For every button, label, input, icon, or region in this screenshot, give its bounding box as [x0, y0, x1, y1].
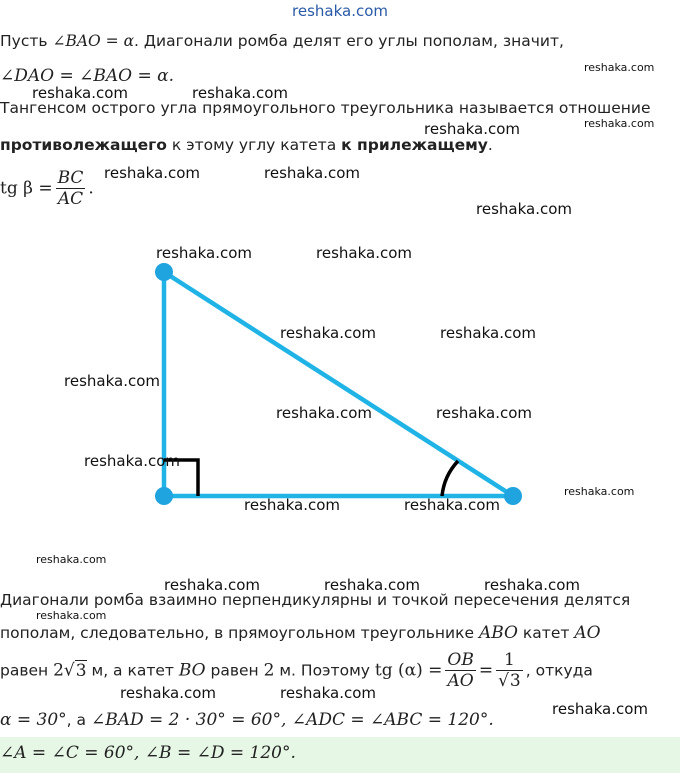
text: пополам, следовательно, в прямоугольном треугольнике	[0, 624, 479, 642]
math: ∠BAD = 2 · 30° = 60°, ∠ADC = ∠ABC = 120°.	[90, 710, 494, 730]
watermark: reshaka.com	[280, 324, 376, 342]
math: BO	[178, 660, 206, 681]
solution-line-4: Диагонали ромба взаимно перпендикулярны и точкой пересечения делятся	[0, 591, 631, 609]
math-equation-dao: ∠DAO = ∠BAO = α.	[0, 66, 175, 86]
text: Пусть	[0, 32, 53, 50]
watermark: reshaka.com	[120, 684, 216, 702]
watermark: reshaka.com	[424, 120, 520, 138]
text: , откуда	[525, 661, 593, 680]
watermark: reshaka.com	[156, 244, 252, 262]
radicand: 3	[509, 671, 521, 691]
vertex-point	[155, 263, 173, 281]
watermark: reshaka.com	[324, 576, 420, 594]
math: ∠BAO = α	[52, 32, 135, 50]
numerator: OB	[447, 650, 474, 670]
watermark: reshaka.com	[32, 84, 128, 102]
solution-line-7	[0, 710, 494, 730]
math: AO	[574, 623, 601, 643]
watermark: reshaka.com	[276, 404, 372, 422]
formula-lhs: tg β =	[0, 178, 53, 199]
vertex-point	[504, 487, 522, 505]
fraction	[445, 650, 475, 691]
radicand: 3	[75, 660, 87, 681]
text: к этому углу катета	[166, 136, 342, 154]
watermark: reshaka.com	[476, 200, 572, 218]
watermark: reshaka.com	[564, 485, 635, 498]
watermark: reshaka.com	[64, 372, 160, 390]
text: .	[487, 136, 493, 154]
watermark: reshaka.com	[584, 61, 655, 74]
vertex-point	[155, 487, 173, 505]
watermark: reshaka.com	[484, 576, 580, 594]
watermark: reshaka.com	[436, 404, 532, 422]
numerator: 1	[504, 650, 515, 670]
watermark: reshaka.com	[164, 576, 260, 594]
watermark: reshaka.com	[584, 117, 655, 130]
watermark: reshaka.com	[36, 553, 107, 566]
watermark: reshaka.com	[84, 452, 180, 470]
tangent-definition-line-1: Тангенсом острого угла прямоугольного треугольника называется отношение	[0, 99, 651, 117]
text: равен	[205, 661, 264, 680]
denominator: AC	[56, 188, 86, 209]
denominator: AO	[445, 670, 475, 691]
watermark: reshaka.com	[440, 324, 536, 342]
text: катет	[518, 624, 575, 642]
answer-text: ∠A = ∠C = 60°, ∠B = ∠D = 120°.	[0, 743, 296, 763]
numerator: BC	[57, 168, 84, 188]
watermark: reshaka.com	[316, 244, 412, 262]
text: м, а катет	[86, 661, 179, 680]
bold-term: к прилежащему	[341, 136, 488, 154]
watermark: reshaka.com	[264, 164, 360, 182]
math: ABO	[478, 623, 518, 643]
math: tg (α) =	[374, 660, 443, 681]
watermark: reshaka.com	[552, 700, 648, 718]
text: м. Поэтому	[274, 661, 375, 680]
equals: =	[478, 660, 494, 681]
hypotenuse	[164, 272, 513, 496]
watermark: reshaka.com	[280, 684, 376, 702]
math: 2	[53, 660, 64, 681]
math: 2	[263, 660, 275, 681]
sqrt-sign: √3	[63, 660, 87, 681]
text: равен	[0, 661, 54, 680]
watermark: reshaka.com	[404, 496, 500, 514]
text: , а	[66, 711, 91, 729]
bold-term: противолежащего	[0, 136, 167, 154]
text: . Диагонали ромба делят его углы пополам, значит,	[134, 32, 564, 50]
period: .	[88, 178, 94, 199]
watermark: reshaka.com	[192, 84, 288, 102]
solution-line-5	[0, 623, 601, 643]
watermark: reshaka.com	[104, 164, 200, 182]
math: α = 30°	[0, 710, 67, 730]
watermark: reshaka.com	[36, 609, 107, 622]
fraction	[496, 650, 523, 691]
angle-arc-mark	[442, 461, 458, 496]
site-header-link[interactable]: reshaka.com	[292, 2, 388, 20]
watermark: reshaka.com	[244, 496, 340, 514]
denominator: √3	[498, 671, 521, 691]
